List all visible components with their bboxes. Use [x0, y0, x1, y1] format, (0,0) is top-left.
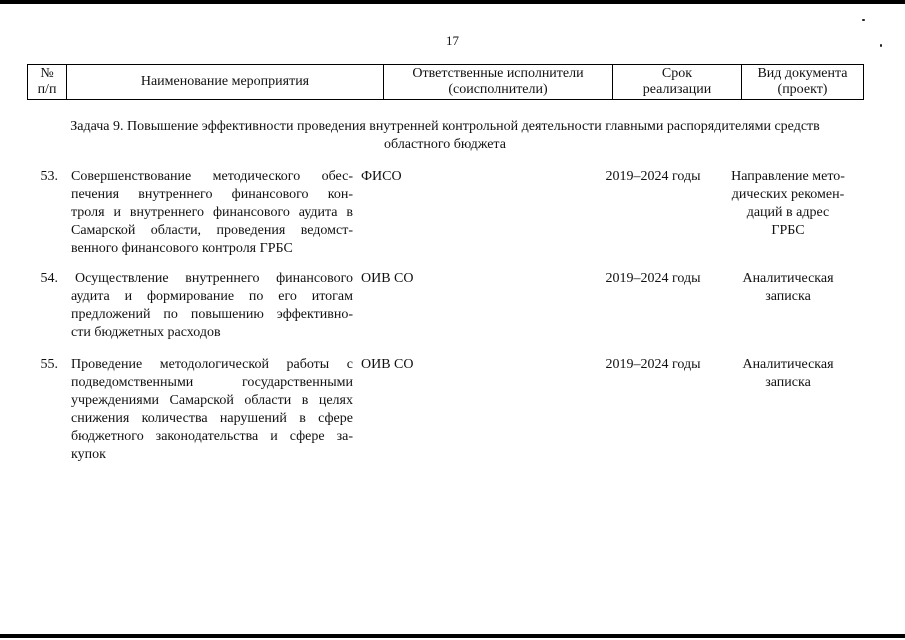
measure-line: сти бюджетных расходов [71, 325, 221, 340]
row-term: 2019–2024 годы [605, 169, 701, 184]
row-term: 2019–2024 годы [605, 271, 701, 286]
measure-line: купок [71, 447, 106, 462]
measure-line: троля и внутреннего финансового аудита в [71, 205, 353, 220]
measure-line: бюджетного законодательства и сфере за- [71, 429, 353, 444]
document-line: Аналитическая [742, 271, 834, 286]
row-executors: ОИВ СО [361, 271, 414, 286]
row-number: 55. [40, 357, 58, 372]
row-executors: ОИВ СО [361, 357, 414, 372]
document-line: даций в адрес [746, 205, 830, 220]
measure-line: аудита и формирование по его итогам [71, 289, 353, 304]
measure-line: предложений по повышению эффективно- [71, 307, 353, 322]
task-heading-line-1: Задача 9. Повышение эффективности проведения внутренней контрольной деятельности главными распорядителями средств [70, 119, 820, 134]
header-term-line-1: Срок [661, 66, 693, 81]
header-num-line-1: № [40, 66, 54, 81]
header-executors-line-2: (соисполнители) [448, 82, 548, 97]
task-heading-line-2: областного бюджета [384, 137, 506, 152]
row-executors: ФИСО [361, 169, 402, 184]
measure-line: венного финансового контроля ГРБС [71, 241, 293, 256]
measure-line: печения внутреннего финансового кон- [71, 187, 353, 202]
measure-line: Совершенствование методического обес- [71, 169, 353, 184]
top-border [0, 0, 905, 4]
measure-line: Проведение методологической работы с [71, 357, 353, 372]
task-heading [27, 118, 863, 154]
measure-line: учреждениями Самарской области в целях [71, 393, 353, 408]
document-line: записка [765, 289, 811, 304]
header-executors-line-1: Ответственные исполнители [412, 66, 584, 81]
document-line: Направление мето- [731, 169, 845, 184]
row-term: 2019–2024 годы [605, 357, 701, 372]
document-line: дических рекомен- [731, 187, 845, 202]
row-document-type [723, 356, 853, 392]
header-row [28, 65, 864, 100]
header-num [28, 65, 67, 100]
table-header [27, 64, 864, 100]
measure-line: подведомственными государственными [71, 375, 353, 390]
row-number: 54. [40, 271, 58, 286]
measure-line: Самарской области, проведения ведомст- [71, 223, 353, 238]
header-num-line-2: п/п [37, 82, 57, 97]
document-line: записка [765, 375, 811, 390]
row-measure-name [71, 356, 353, 464]
header-doc [742, 65, 864, 100]
header-doc-line-2: (проект) [777, 82, 828, 97]
scan-speck [862, 19, 865, 21]
row-document-type [723, 270, 853, 306]
measure-line: Осуществление внутреннего финансового [75, 271, 353, 286]
header-executors [384, 65, 613, 100]
document-line: ГРБС [771, 223, 805, 238]
document-line: Аналитическая [742, 357, 834, 372]
row-measure-name [71, 270, 353, 342]
bottom-border [0, 634, 905, 638]
row-number: 53. [40, 169, 58, 184]
header-name: Наименование мероприятия [67, 65, 384, 100]
row-measure-name [71, 168, 353, 258]
measure-line: снижения количества нарушений в сфере [71, 411, 353, 426]
header-doc-line-1: Вид документа [757, 66, 848, 81]
page-number: 17 [446, 33, 459, 48]
header-term [613, 65, 742, 100]
header-term-line-2: реализации [642, 82, 712, 97]
row-document-type [723, 168, 853, 240]
